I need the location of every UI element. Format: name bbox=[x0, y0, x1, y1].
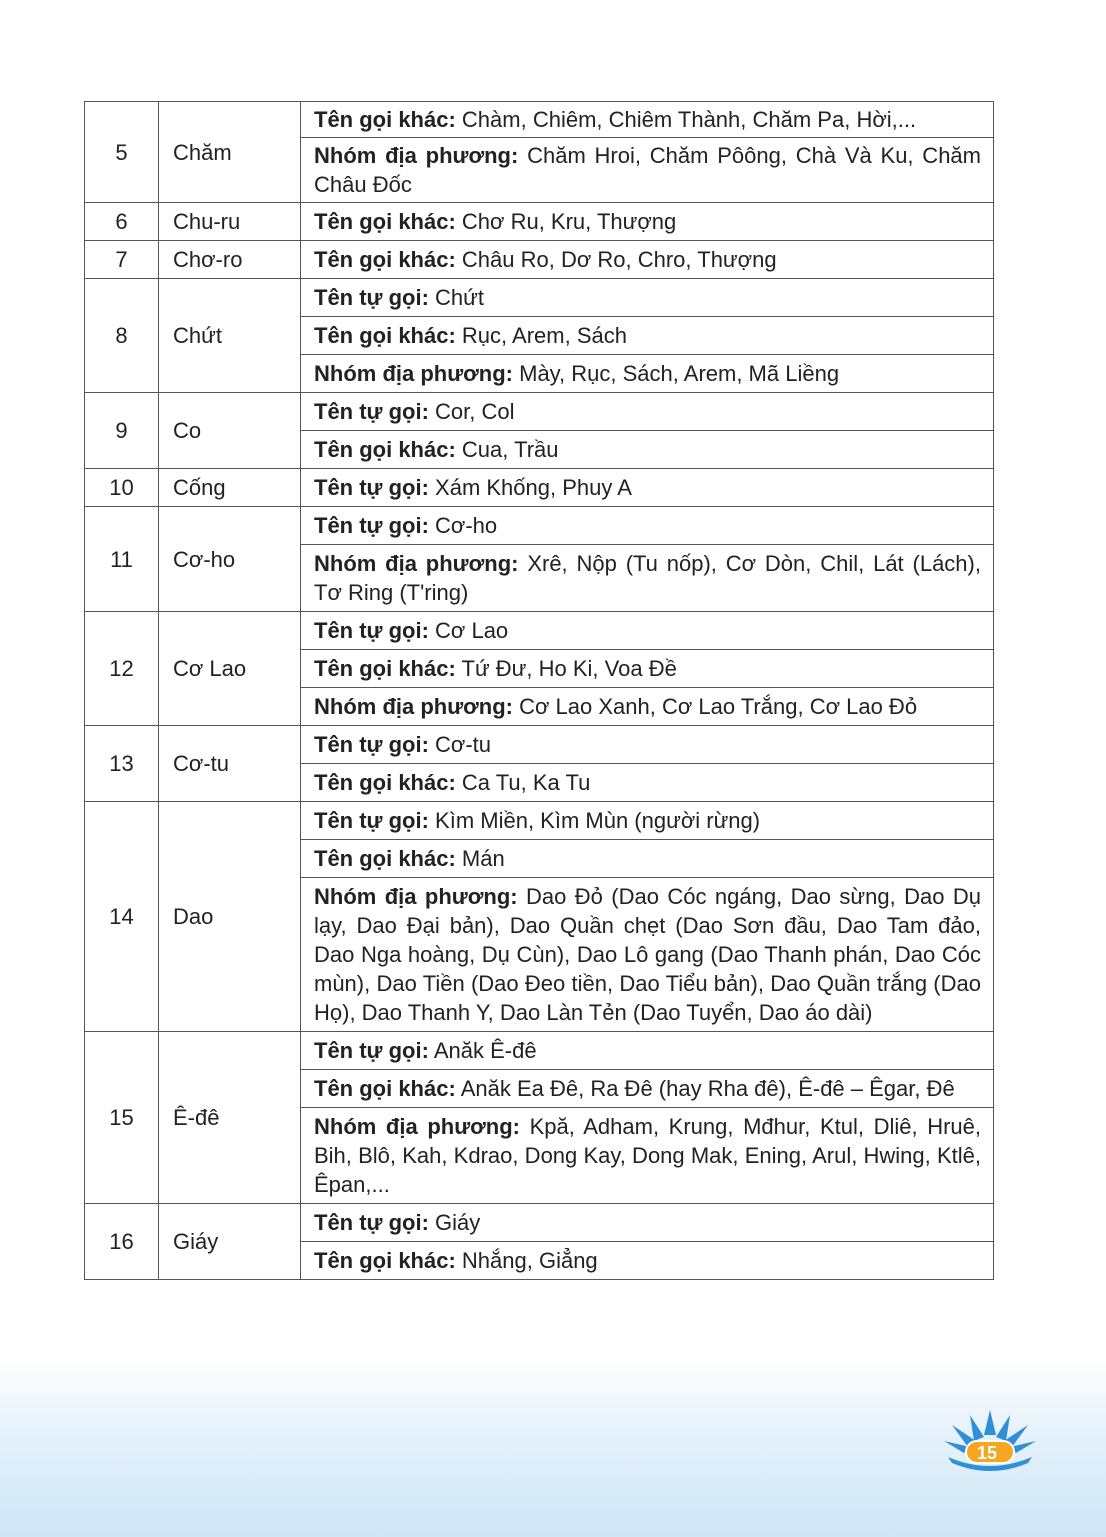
entry-label: Nhóm địa phương: bbox=[314, 884, 518, 909]
entry-label: Nhóm địa phương: bbox=[314, 551, 519, 576]
name-entry bbox=[301, 317, 994, 355]
entry-label: Tên gọi khác: bbox=[314, 247, 456, 272]
entry-text: Xrê, Nộp (Tu nốp), Cơ Dòn, Chil, Lát (Lách), Tơ Ring (T'ring) bbox=[314, 551, 981, 605]
entry-label: Tên gọi khác: bbox=[314, 1076, 456, 1101]
ethnic-group-name: Co bbox=[159, 393, 301, 469]
entry-label: Tên tự gọi: bbox=[314, 399, 429, 424]
entry-text: Tứ Đư, Ho Ki, Voa Đề bbox=[455, 656, 677, 681]
name-entry bbox=[301, 355, 994, 393]
table-row bbox=[85, 469, 994, 507]
entry-text: Xám Khống, Phuy A bbox=[428, 475, 632, 500]
table-row bbox=[85, 203, 994, 241]
table-row bbox=[85, 241, 994, 279]
name-entry bbox=[301, 1204, 994, 1242]
name-entry bbox=[301, 241, 994, 279]
entry-text: Dao Đỏ (Dao Cóc ngáng, Dao sừng, Dao Dụ lạy, Dao Đại bản), Dao Quần chẹt (Dao Sơn đầu, Dao Tam đảo, Dao Nga hoàng, Dụ Cùn), Dao Lô gang (Dao Thanh phán, Dao Cóc mùn), Dao Tiền (Dao Đeo tiền, Dao Tiểu bản), Dao Quần trắng (Dao Họ), Dao Thanh Y, Dao Làn Tẻn (Dao Tuyển, Dao áo dài) bbox=[314, 884, 981, 1025]
entry-text: Mày, Rục, Sách, Arem, Mã Liềng bbox=[513, 361, 840, 386]
name-entry bbox=[301, 393, 994, 431]
entry-text: Giáy bbox=[428, 1210, 481, 1235]
name-entry bbox=[301, 1070, 994, 1108]
entry-label: Nhóm địa phương: bbox=[314, 1114, 520, 1139]
entry-label: Tên gọi khác: bbox=[314, 323, 456, 348]
entry-label: Tên tự gọi: bbox=[314, 732, 429, 757]
entry-text: Chứt bbox=[428, 285, 484, 310]
row-number: 11 bbox=[85, 507, 159, 612]
ethnic-group-name: Cống bbox=[159, 469, 301, 507]
entry-label: Tên tự gọi: bbox=[314, 475, 429, 500]
table-row bbox=[85, 279, 994, 317]
row-number: 10 bbox=[85, 469, 159, 507]
entry-text: Cơ Lao Xanh, Cơ Lao Trắng, Cơ Lao Đỏ bbox=[513, 694, 918, 719]
entry-label: Tên gọi khác: bbox=[314, 770, 456, 795]
table-row bbox=[85, 726, 994, 764]
entry-text: Nhắng, Giẳng bbox=[455, 1248, 598, 1273]
entry-text: Kìm Miền, Kìm Mùn (người rừng) bbox=[428, 808, 761, 833]
name-entry bbox=[301, 878, 994, 1032]
entry-text: Cơ-tu bbox=[428, 732, 492, 757]
name-entry bbox=[301, 726, 994, 764]
table-row bbox=[85, 507, 994, 545]
row-number: 16 bbox=[85, 1204, 159, 1280]
entry-label: Tên tự gọi: bbox=[314, 285, 429, 310]
ethnic-group-name: Cơ Lao bbox=[159, 612, 301, 726]
entry-label: Tên gọi khác: bbox=[314, 656, 456, 681]
page-number: 15 bbox=[976, 1443, 998, 1463]
entry-text: Anăk Ea Đê, Ra Đê (hay Rha đê), Ê-đê – Êgar, Đê bbox=[455, 1076, 955, 1101]
table-row bbox=[85, 1204, 994, 1242]
entry-text: Cơ-ho bbox=[428, 513, 498, 538]
name-entry bbox=[301, 138, 994, 203]
row-number: 6 bbox=[85, 203, 159, 241]
ethnic-group-name: Giáy bbox=[159, 1204, 301, 1280]
name-entry bbox=[301, 1108, 994, 1204]
entry-text: Chàm, Chiêm, Chiêm Thành, Chăm Pa, Hời,... bbox=[455, 107, 917, 132]
table-row bbox=[85, 612, 994, 650]
row-number: 12 bbox=[85, 612, 159, 726]
entry-label: Tên tự gọi: bbox=[314, 513, 429, 538]
row-number: 14 bbox=[85, 802, 159, 1032]
entry-label: Tên gọi khác: bbox=[314, 1248, 456, 1273]
ethnic-group-name: Chứt bbox=[159, 279, 301, 393]
entry-text: Mán bbox=[455, 846, 505, 871]
entry-text: Anăk Ê-đê bbox=[428, 1038, 537, 1063]
table-row bbox=[85, 393, 994, 431]
row-number: 7 bbox=[85, 241, 159, 279]
page-badge bbox=[940, 1405, 1040, 1475]
row-number: 9 bbox=[85, 393, 159, 469]
name-entry bbox=[301, 650, 994, 688]
row-number: 15 bbox=[85, 1032, 159, 1204]
entry-label: Nhóm địa phương: bbox=[314, 361, 513, 386]
entry-text: Ca Tu, Ka Tu bbox=[455, 770, 591, 795]
table-row bbox=[85, 1032, 994, 1070]
entry-label: Nhóm địa phương: bbox=[314, 694, 513, 719]
ethnic-group-name: Chơ-ro bbox=[159, 241, 301, 279]
row-number: 13 bbox=[85, 726, 159, 802]
name-entry bbox=[301, 102, 994, 138]
entry-text: Kpă, Adham, Krung, Mđhur, Ktul, Dliê, Hruê, Bih, Blô, Kah, Kdrao, Dong Kay, Dong Mak, Ening, Arul, Hwing, Ktlê, Êpan,... bbox=[314, 1114, 981, 1197]
entry-text: Chơ Ru, Kru, Thượng bbox=[455, 209, 677, 234]
name-entry bbox=[301, 688, 994, 726]
ethnic-group-name: Cơ-ho bbox=[159, 507, 301, 612]
name-entry bbox=[301, 840, 994, 878]
entry-label: Tên gọi khác: bbox=[314, 437, 456, 462]
name-entry bbox=[301, 279, 994, 317]
name-entry bbox=[301, 612, 994, 650]
entry-label: Tên gọi khác: bbox=[314, 107, 456, 132]
entry-text: Cua, Trầu bbox=[455, 437, 559, 462]
name-entry bbox=[301, 545, 994, 612]
entry-text: Chăm Hroi, Chăm Pôông, Chà Và Ku, Chăm Châu Đốc bbox=[314, 143, 981, 197]
name-entry bbox=[301, 1242, 994, 1280]
table-row bbox=[85, 802, 994, 840]
entry-label: Tên gọi khác: bbox=[314, 846, 456, 871]
row-number: 8 bbox=[85, 279, 159, 393]
entry-text: Rục, Arem, Sách bbox=[455, 323, 627, 348]
name-entry bbox=[301, 1032, 994, 1070]
entry-label: Tên gọi khác: bbox=[314, 209, 456, 234]
entry-label: Tên tự gọi: bbox=[314, 618, 429, 643]
entry-label: Tên tự gọi: bbox=[314, 1210, 429, 1235]
name-entry bbox=[301, 507, 994, 545]
entry-label: Nhóm địa phương: bbox=[314, 143, 519, 168]
table-row bbox=[85, 102, 994, 138]
ethnic-group-name: Cơ-tu bbox=[159, 726, 301, 802]
row-number: 5 bbox=[85, 102, 159, 203]
name-entry bbox=[301, 802, 994, 840]
entry-text: Cor, Col bbox=[428, 399, 515, 424]
ethnic-group-name: Chăm bbox=[159, 102, 301, 203]
ethnic-group-name: Dao bbox=[159, 802, 301, 1032]
name-entry bbox=[301, 203, 994, 241]
entry-text: Cơ Lao bbox=[428, 618, 509, 643]
entry-label: Tên tự gọi: bbox=[314, 808, 429, 833]
lotus-badge-icon bbox=[940, 1405, 1040, 1475]
name-entry bbox=[301, 764, 994, 802]
ethnic-group-name: Chu-ru bbox=[159, 203, 301, 241]
ethnic-group-name: Ê-đê bbox=[159, 1032, 301, 1204]
entry-text: Châu Ro, Dơ Ro, Chro, Thượng bbox=[455, 247, 777, 272]
name-entry bbox=[301, 469, 994, 507]
entry-label: Tên tự gọi: bbox=[314, 1038, 429, 1063]
ethnic-groups-table bbox=[84, 101, 994, 1280]
name-entry bbox=[301, 431, 994, 469]
